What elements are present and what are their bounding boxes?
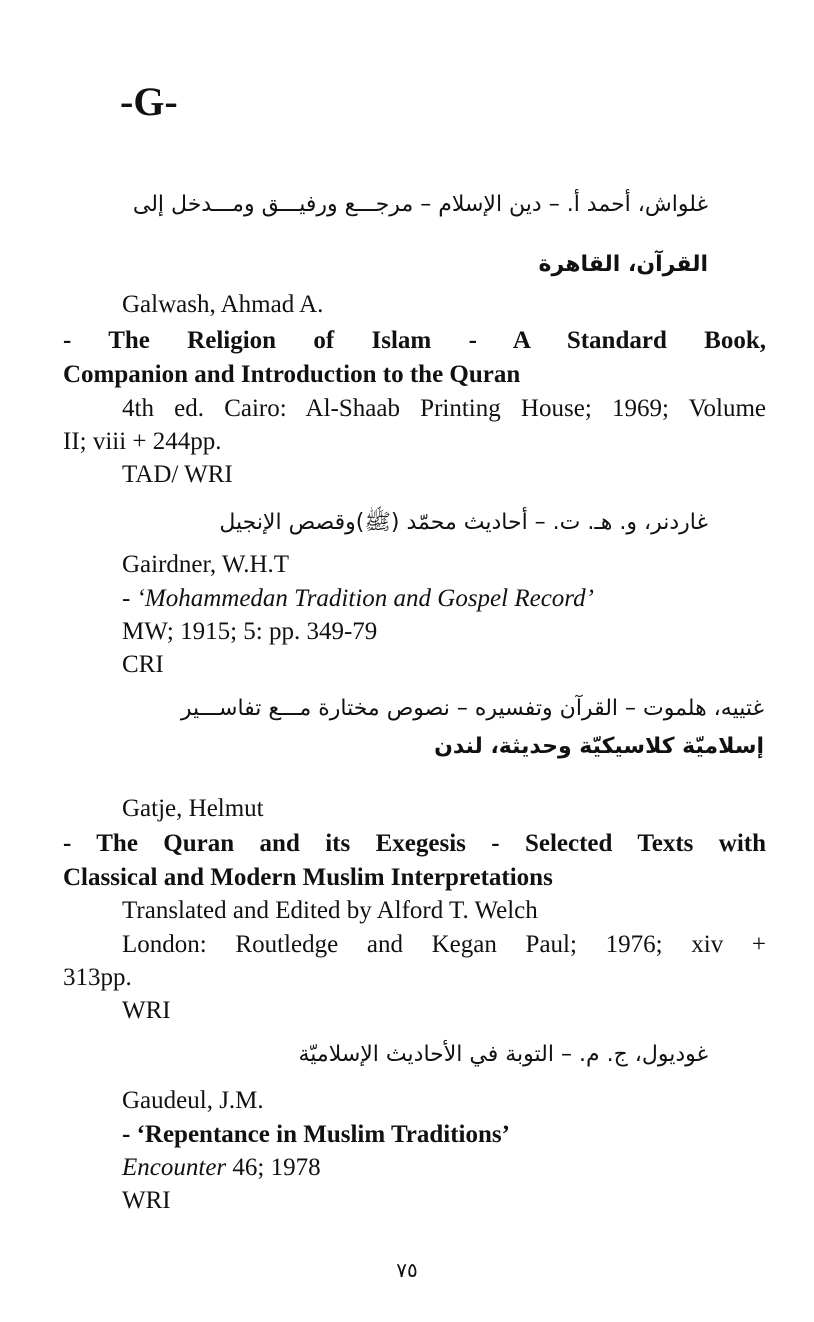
entry-title: - ‘Mohammedan Tradition and Gospel Record’ [122,585,594,612]
entry-code: WRI [122,997,171,1024]
entry-code: WRI [122,1187,171,1214]
entry-author: Galwash, Ahmad A. [122,291,324,318]
entry-arabic-line: إسلاميّة كلاسيكيّة وحديثة، لندن [434,734,764,759]
entry-author: Gatje, Helmut [122,795,264,822]
page-number: ٧٥ [396,1258,418,1282]
entry-publication [122,1153,321,1183]
entry-title: Companion and Introduction to the Quran [63,361,521,388]
entry-author: Gaudeul, J.M. [122,1087,264,1114]
entry-title: Classical and Modern Muslim Interpretations [63,864,553,891]
entry-code: TAD/ WRI [122,461,233,488]
entry-publication-text: London: Routledge and Kegan Paul; 1976; xiv + [122,931,766,958]
entry-title: - The Quran and its Exegesis - Selected Texts with [63,830,766,857]
entry-arabic-text: غتييه، هلموت – القرآن وتفسيره – نصوص مختارة مـــع تفاســـير [180,696,764,721]
entry-arabic-line: غوديول، ج. م. – التوبة في الأحاديث الإسلاميّة [298,1042,708,1067]
entry-publication [122,394,766,424]
entry-publication: MW; 1915; 5: pp. 349-79 [122,618,378,645]
entry-publication [122,930,766,960]
entry-code: CRI [122,651,164,678]
entry-arabic-line: القرآن، القاهرة [538,252,708,277]
entry-publication-rest: 46; 1978 [226,1154,321,1181]
entry-arabic-line: غاردنر، و. هـ. ت. – أحاديث محمّد (ﷺ)وقصص الإنجيل [219,510,708,535]
entry-publication: 313pp. [63,964,132,991]
entry-publication-text: 4th ed. Cairo: Al-Shaab Printing House; 1969; Volume [122,395,766,422]
entry-journal: Encounter [122,1154,227,1181]
entry-translator: Translated and Edited by Alford T. Welch [122,897,538,924]
entry-arabic-line [181,694,764,724]
entry-publication: II; viii + 244pp. [63,428,222,455]
entry-author: Gairdner, W.H.T [122,551,290,578]
entry-title: - ‘Repentance in Muslim Traditions’ [122,1121,510,1148]
section-letter: -G- [120,79,178,124]
entry-arabic-line: غلواش، أحمد أ. – دين الإسلام – مرجـــع ورفيـــق ومـــدخل إلى [132,192,708,217]
entry-title: - The Religion of Islam - A Standard Book, [63,327,766,354]
